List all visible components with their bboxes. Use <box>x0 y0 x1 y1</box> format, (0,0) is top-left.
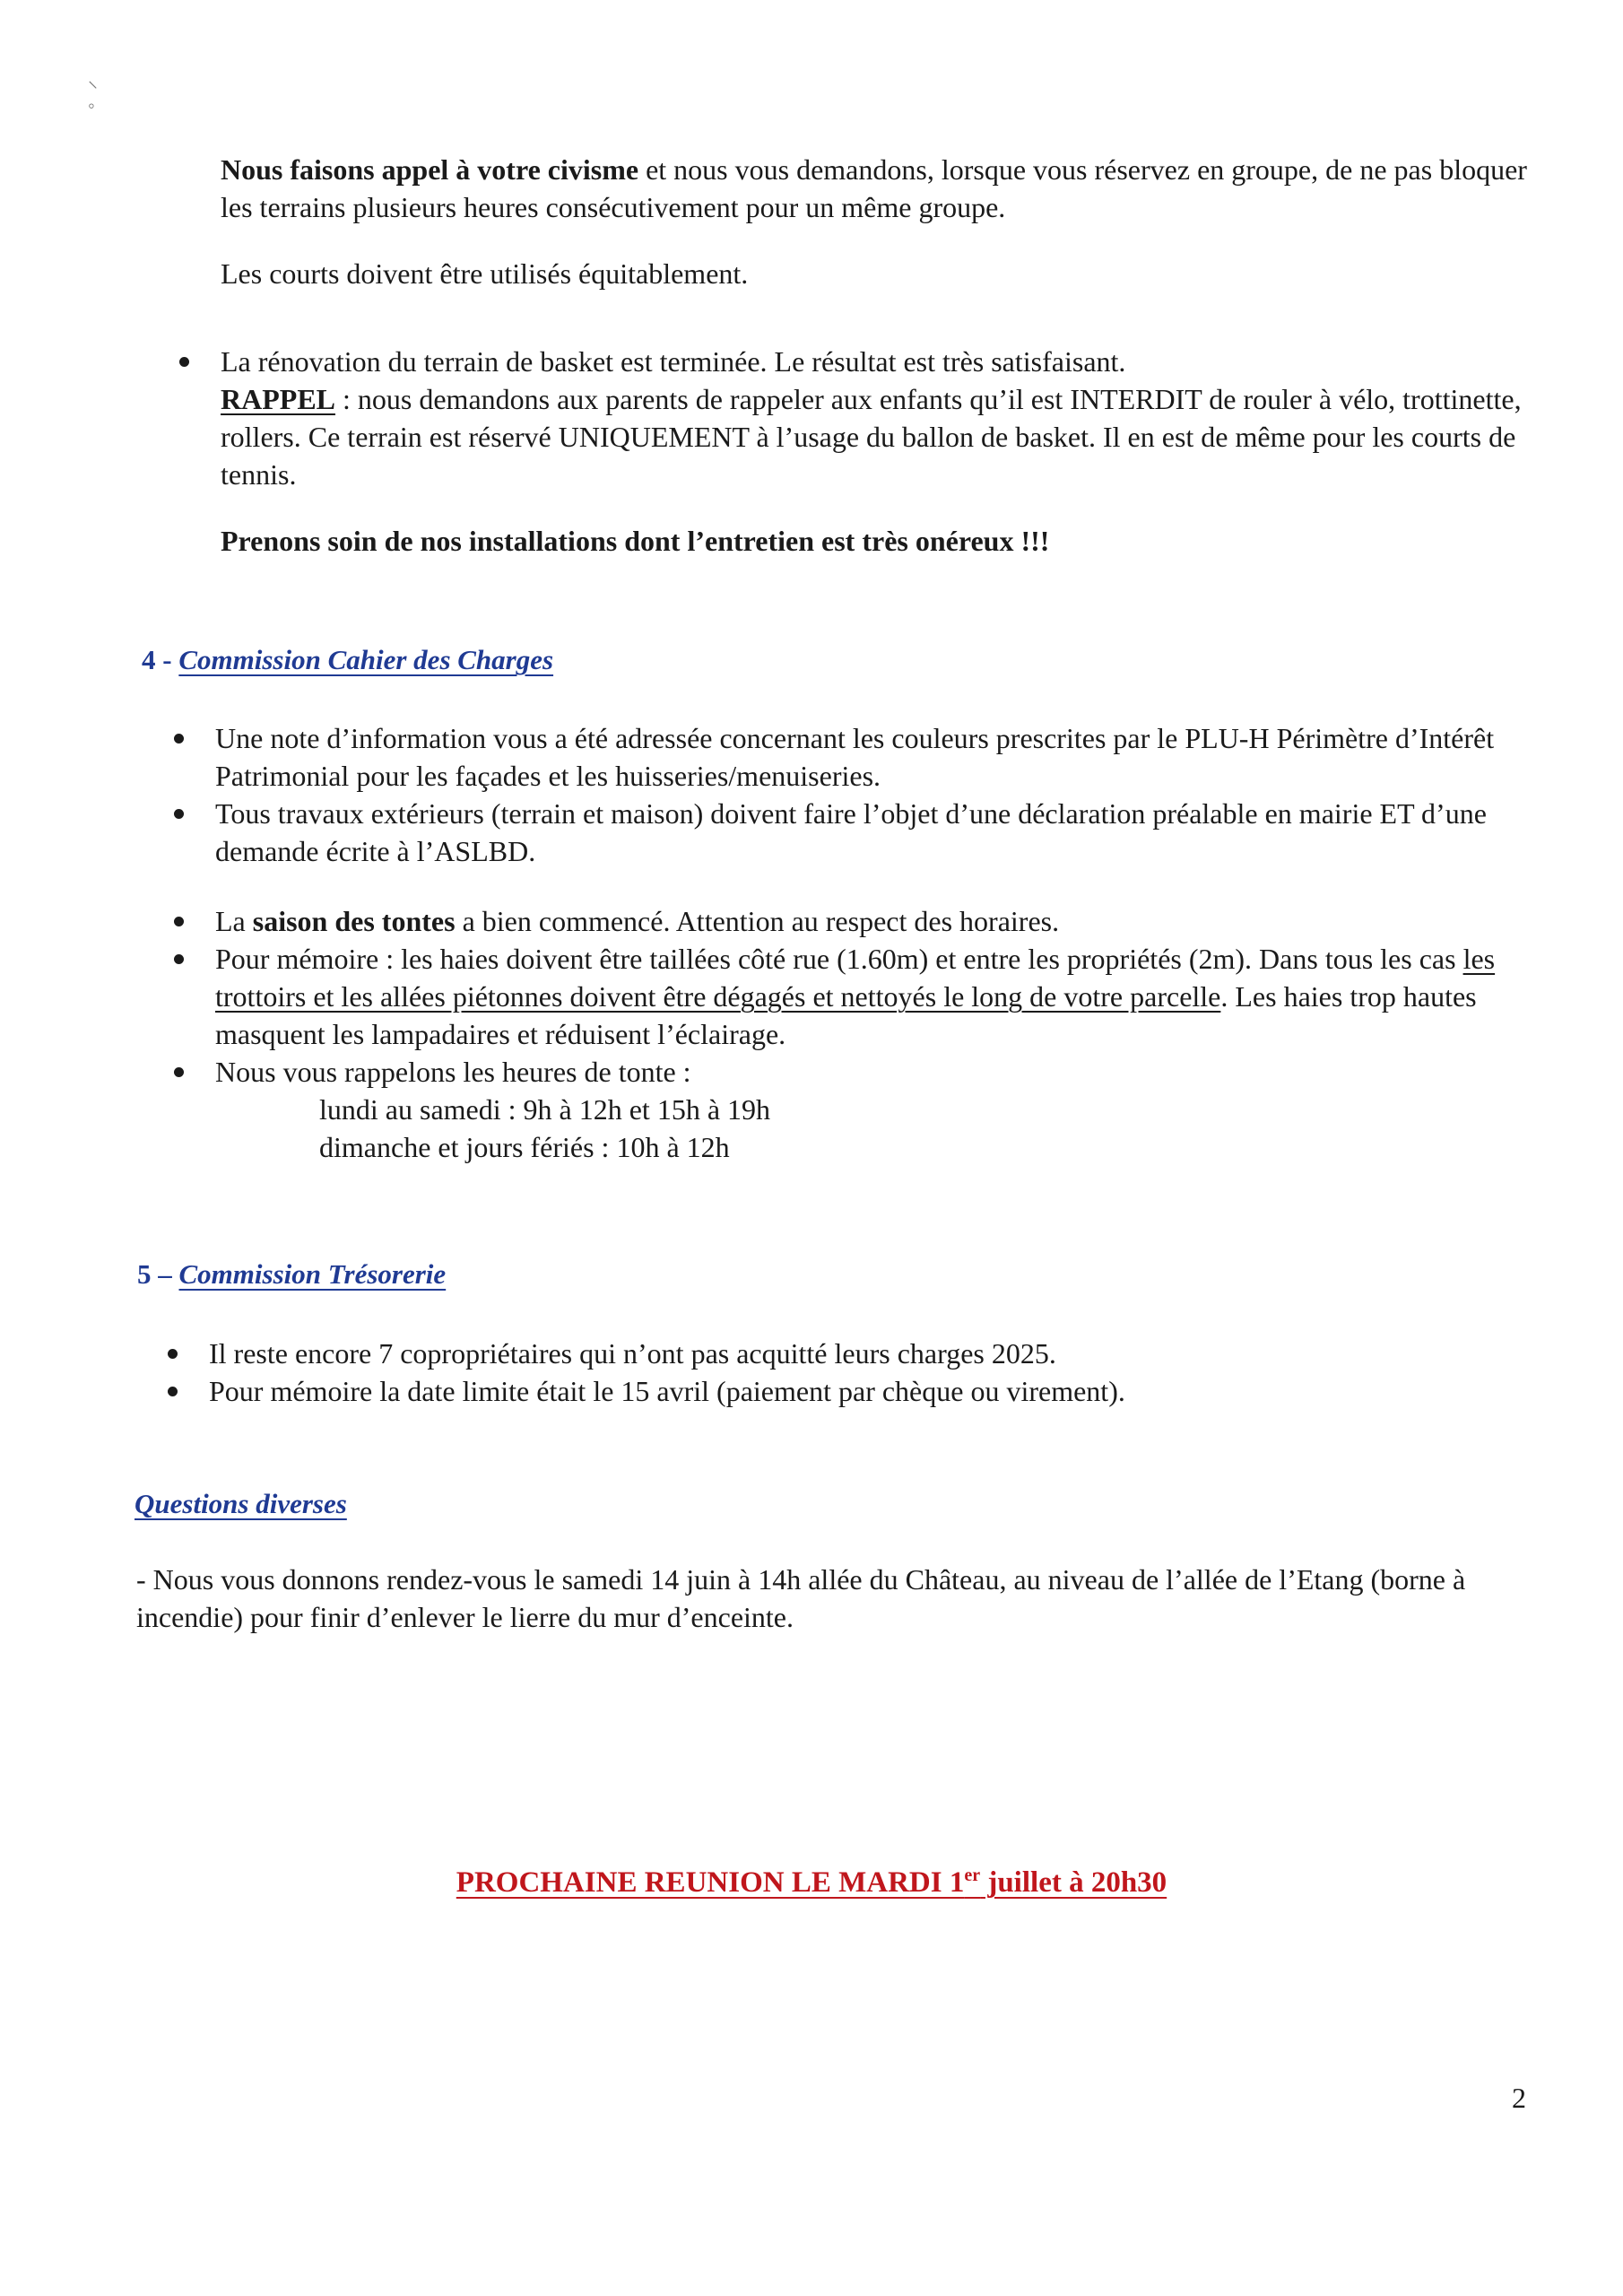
section-4-list-a <box>215 719 1557 870</box>
section-5-list <box>209 1335 1557 1410</box>
basket-list <box>221 343 1557 493</box>
basket-section <box>221 343 1557 560</box>
tontes-bold: saison des tontes <box>252 905 456 937</box>
civisme-bold-text: Nous faisons appel à votre civisme <box>221 153 639 186</box>
questions-body <box>136 1561 1544 1636</box>
list-item <box>221 343 1557 493</box>
rappel-label: RAPPEL <box>221 383 335 415</box>
civisme-paragraph <box>221 151 1557 226</box>
haies-underlined: les trottoirs et les allées piétonnes doivent être dégagés et nettoyés le long de votre parcelle <box>215 943 1496 1013</box>
heures-dimanche: dimanche et jours fériés : 10h à 12h <box>319 1131 730 1163</box>
next-meeting-post: juillet à 20h30 <box>980 1866 1167 1899</box>
scan-specks: ⸜ ◦ <box>88 69 99 117</box>
haies-pre: Pour mémoire : les haies doivent être taillées côté rue (1.60m) et entre les propriétés (2m). Dans tous les cas <box>215 943 1463 975</box>
section-5-number: 5 – <box>137 1258 179 1290</box>
questions-title: Questions diverses <box>135 1488 347 1519</box>
next-meeting <box>0 1864 1623 1901</box>
section-4-list-b <box>215 902 1557 1166</box>
questions-heading <box>135 1485 347 1523</box>
haies-post: . Les haies trop hautes masquent les lampadaires et réduisent l’éclairage. <box>215 980 1477 1050</box>
list-item <box>215 902 1557 940</box>
section-4-number: 4 - <box>142 644 179 675</box>
list-item: Une note d’information vous a été adressée concernant les couleurs prescrites par le PLU-H Périmètre d’Intérêt Patrimonial pour les façades et les huisseries/menuiseries. <box>215 719 1557 795</box>
section-5-heading <box>137 1256 446 1293</box>
spacer <box>215 870 1557 902</box>
next-meeting-sup: er <box>964 1866 981 1885</box>
section-5-title: Commission Trésorerie <box>178 1258 447 1290</box>
section-5-body <box>209 1335 1557 1410</box>
section-4-body <box>215 719 1557 1166</box>
list-item <box>215 1053 1557 1166</box>
heures-intro: Nous vous rappelons les heures de tonte : <box>215 1056 691 1088</box>
next-meeting-label <box>456 1866 1167 1899</box>
rappel-text: : nous demandons aux parents de rappeler aux enfants qu’il est INTERDIT de rouler à vélo, trottinette, rollers. Ce terrain est réservé UNIQUEMENT à l’usage du ballon de basket. Il en est de même pour les courts de tennis. <box>221 383 1522 491</box>
list-item: Il reste encore 7 copropriétaires qui n’ont pas acquitté leurs charges 2025. <box>209 1335 1557 1372</box>
section-4-title: Commission Cahier des Charges <box>178 644 554 675</box>
tontes-post: a bien commencé. Attention au respect des horaires. <box>455 905 1060 937</box>
courts-paragraph: Les courts doivent être utilisés équitablement. <box>221 257 749 290</box>
civisme-text: et nous vous demandons, lorsque vous réservez en groupe, de ne pas bloquer les terrains plusieurs heures consécutivement pour un même groupe. <box>221 153 1527 223</box>
heures-semaine: lundi au samedi : 9h à 12h et 15h à 19h <box>319 1093 771 1126</box>
list-item <box>215 940 1557 1053</box>
intro-section <box>221 151 1557 292</box>
tontes-pre: La <box>215 905 253 937</box>
questions-text: - Nous vous donnons rendez-vous le samedi 14 juin à 14h allée du Château, au niveau de l’allée de l’Etang (borne à incendie) pour finir d’enlever le lierre du mur d’enceinte. <box>136 1563 1466 1633</box>
page-number: 2 <box>1512 2082 1526 2114</box>
section-4-heading <box>142 641 553 679</box>
next-meeting-pre: PROCHAINE REUNION LE MARDI 1 <box>456 1866 965 1899</box>
list-item: Tous travaux extérieurs (terrain et maison) doivent faire l’objet d’une déclaration préalable en mairie ET d’une demande écrite à l’ASLBD. <box>215 795 1557 870</box>
renovation-text: La rénovation du terrain de basket est terminée. Le résultat est très satisfaisant. <box>221 345 1126 378</box>
prenons-soin-text: Prenons soin de nos installations dont l’entretien est très onéreux !!! <box>221 525 1050 557</box>
list-item: Pour mémoire la date limite était le 15 avril (paiement par chèque ou virement). <box>209 1372 1557 1410</box>
